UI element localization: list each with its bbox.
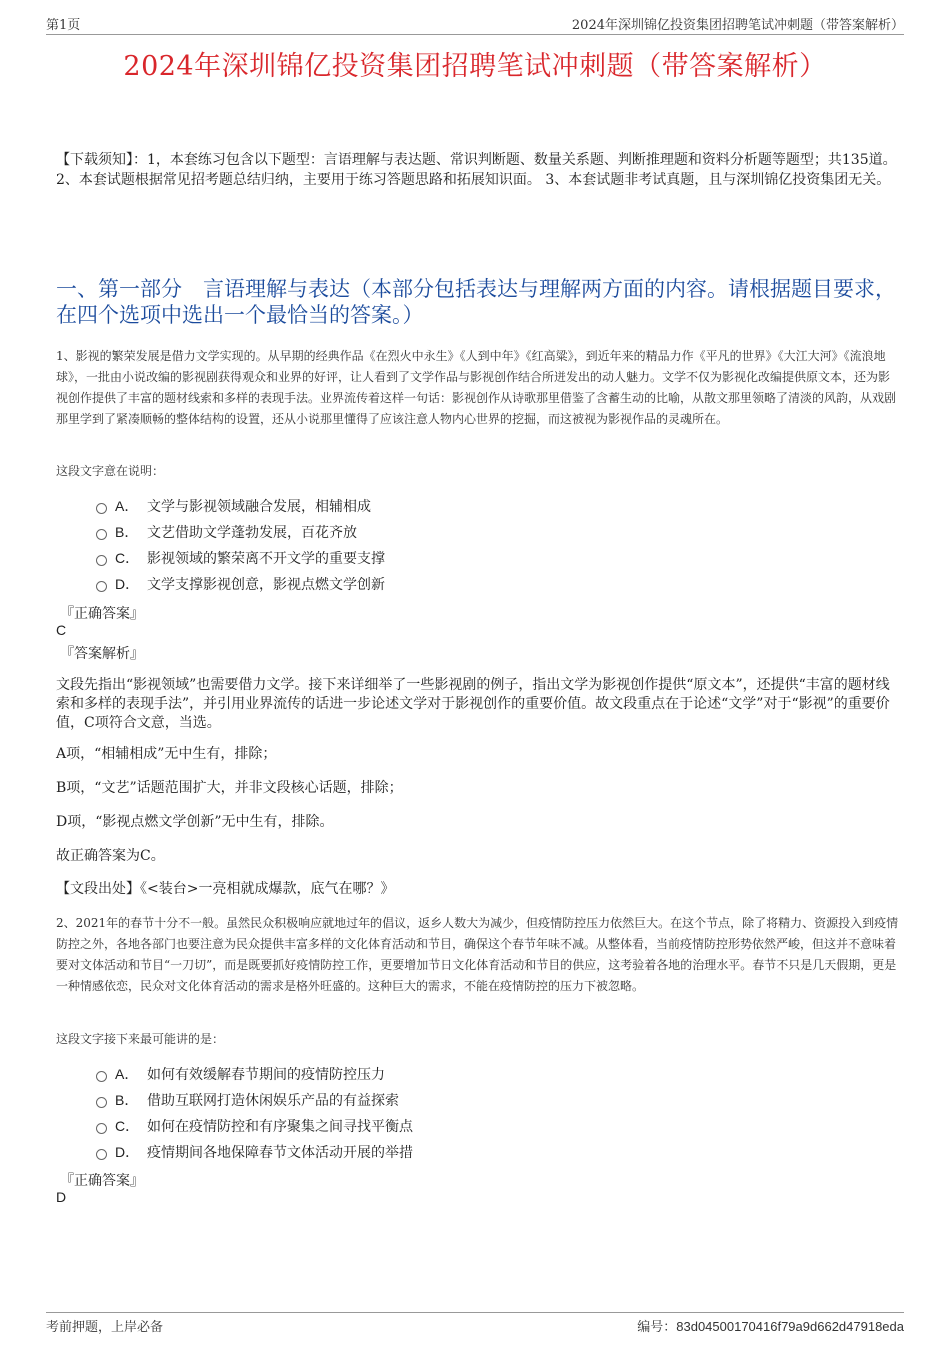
question-2-answer-label: 『正确答案』 xyxy=(60,1173,144,1189)
question-2-text: 2、2021年的春节十分不一般。虽然民众积极响应就地过年的倡议，返乡人数大为减少，但疫情防控压力依然巨大。在这个节点，除了将精力、资源投入到疫情防控之外，各地各部门也要注意为民众提供丰富多样的文化体育活动和节目，确保这个春节年味不减。从整体看，当前疫情防控形势依然严峻，但这并不意味着要对文体活动和节目“一刀切”，而是既要抓好疫情防控工作，更要增加节日文化体育活动和节目的供应，这考验着各地的治理水平。春节不只是几天假期，更是一种情感依恋，民众对文化体育活动的需求是格外旺盛的。这种巨大的需求，不能在疫情防控的压力下被忽略。 xyxy=(56,916,899,993)
radio-icon[interactable] xyxy=(96,1149,107,1160)
question-2-answer: D xyxy=(56,1189,67,1205)
question-2-option-d[interactable]: D． 疫情期间各地保障春节文体活动开展的举措 xyxy=(96,1142,413,1162)
question-1-option-d[interactable]: D． 文学支撑影视创意，影视点燃文学创新 xyxy=(96,574,385,594)
question-1-option-b[interactable]: B． 文艺借助文学蓬勃发展，百花齐放 xyxy=(96,522,357,542)
page-footer xyxy=(46,1312,904,1335)
radio-icon[interactable] xyxy=(96,1123,107,1134)
question-1-option-a[interactable]: A． 文学与影视领域融合发展，相辅相成 xyxy=(96,496,371,516)
document-title: 2024年深圳锦亿投资集团招聘笔试冲刺题（带答案解析） xyxy=(123,51,827,82)
download-notice: 【下载须知】：1，本套练习包含以下题型：言语理解与表达题、常识判断题、数量关系题、判断推理题和资料分析题等题型；共135道。 2、本套试题根据常见招考题总结归纳，主要用于练习答题思路和拓展知识面。 3、本套试题非考试真题，且与深圳锦亿投资集团无关。 xyxy=(56,152,897,188)
page-header xyxy=(46,14,904,35)
analysis-line: A项，“相辅相成”无中生有，排除； xyxy=(56,746,277,762)
question-1-option-c[interactable]: C． 影视领域的繁荣离不开文学的重要支撑 xyxy=(96,548,385,568)
question-2-option-b[interactable]: B． 借助互联网打造休闲娱乐产品的有益探索 xyxy=(96,1090,399,1110)
question-1-text: 1、影视的繁荣发展是借力文学实现的。从早期的经典作品《在烈火中永生》《人到中年》《红高粱》，到近年来的精品力作《平凡的世界》《大江大河》《流浪地球》，一批由小说改编的影视剧获得观众和业界的好评，让人看到了文学作品与影视创作结合所迸发出的动人魅力。文学不仅为影视化改编提供原文本，还为影视创作提供了丰富的题材线索和多样的表现手法。业界流传着这样一句话：影视创作从诗歌那里借鉴了含蓄生动的比喻，从散文那里领略了清淡的风韵，从戏剧那里学到了紧凑顺畅的整体结构的设置，还从小说那里懂得了应该注意人物内心世界的挖掘，而这被视为影视作品的灵魂所在。 xyxy=(56,349,897,426)
question-1-prompt: 这段文字意在说明： xyxy=(56,464,165,478)
page-number: 第1页 xyxy=(46,18,81,33)
question-1-answer: C xyxy=(56,622,67,638)
analysis-line: B项，“文艺”话题范围扩大，并非文段核心话题，排除； xyxy=(56,780,403,796)
footer-code: 编号：83d04500170416f79a9d662d47918eda xyxy=(637,1319,904,1335)
analysis-conclusion: 故正确答案为C。 xyxy=(56,848,165,864)
section-heading: 一、第一部分 言语理解与表达（本部分包括表达与理解两方面的内容。请根据题目要求，在四个选项中选出一个最恰当的答案。） xyxy=(56,277,896,327)
analysis-source: 【文段出处】《<装台>一亮相就成爆款，底气在哪？》 xyxy=(56,881,395,897)
question-2-option-a[interactable]: A． 如何有效缓解春节期间的疫情防控压力 xyxy=(96,1064,385,1084)
radio-icon[interactable] xyxy=(96,1097,107,1108)
header-doc-title: 2024年深圳锦亿投资集团招聘笔试冲刺题（带答案解析） xyxy=(571,18,904,33)
question-2-option-c[interactable]: C． 如何在疫情防控和有序聚集之间寻找平衡点 xyxy=(96,1116,413,1136)
question-1-answer-label: 『正确答案』 xyxy=(60,606,144,622)
radio-icon[interactable] xyxy=(96,529,107,540)
radio-icon[interactable] xyxy=(96,503,107,514)
question-1-analysis-label: 『答案解析』 xyxy=(60,646,144,662)
radio-icon[interactable] xyxy=(96,555,107,566)
analysis-paragraph: 文段先指出“影视领域”也需要借力文学。接下来详细举了一些影视剧的例子，指出文学为影视创作提供“原文本”，还提供“丰富的题材线索和多样的表现手法”，并引用业界流传的话进一步论述文学对于影视创作的重要价值。故文段重点在于论述“文学”对于“影视”的重要价值，C项符合文意，当选。 xyxy=(56,677,890,731)
radio-icon[interactable] xyxy=(96,1071,107,1082)
footer-slogan: 考前押题，上岸必备 xyxy=(46,1320,164,1335)
analysis-line: D项，“影视点燃文学创新”无中生有，排除。 xyxy=(56,814,334,830)
question-2-prompt: 这段文字接下来最可能讲的是： xyxy=(56,1032,225,1046)
radio-icon[interactable] xyxy=(96,581,107,592)
